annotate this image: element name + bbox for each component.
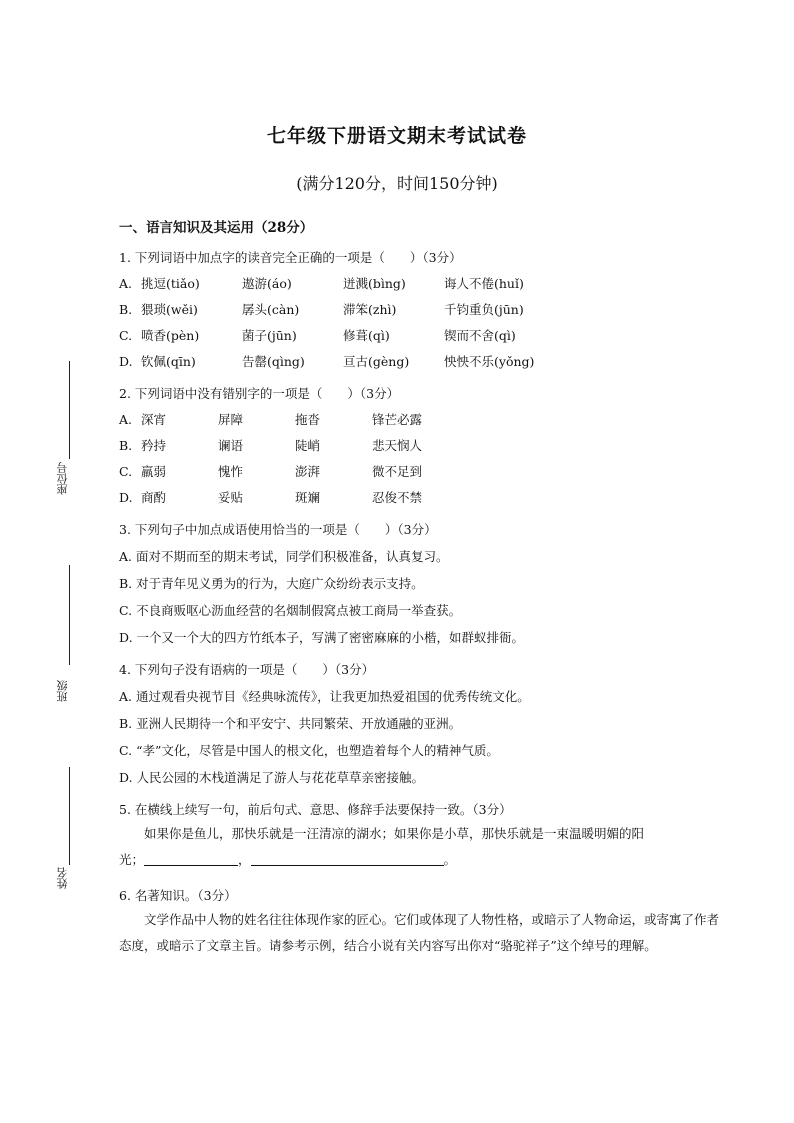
option-item: 告罄(qìng) — [242, 354, 305, 369]
q5-answer-line — [119, 847, 719, 873]
q5-passage — [119, 821, 719, 847]
option-item: 怏怏不乐(yǒng) — [444, 354, 535, 369]
question-4-stem: 4. 下列句子没有语病的一项是（ ）（3分） — [119, 662, 375, 677]
q3-option-d: D. 一个又一个大的四方竹纸本子，写满了密密麻麻的小楷，如群蚁排衙。 — [119, 630, 525, 645]
q2-option-d — [119, 489, 719, 507]
q3-option-b: B. 对于青年见义勇为的行为，大庭广众纷纷表示支持。 — [119, 576, 424, 591]
class-line — [69, 565, 70, 665]
q3-option-a: A. 面对不期而至的期末考试，同学们积极准备，认真复习。 — [119, 549, 449, 564]
seat-line — [69, 361, 70, 459]
option-item: 屏障 — [218, 412, 244, 427]
option-item: 微不足到 — [372, 464, 423, 479]
option-item: 悲天悯人 — [372, 438, 423, 453]
question-3-stem: 3. 下列句子中加点成语使用恰当的一项是（ ）（3分） — [119, 522, 437, 537]
option-item: 妥贴 — [218, 490, 244, 505]
option-label: B. — [119, 438, 133, 453]
q1-option-c — [119, 327, 719, 345]
option-item: 猥琐(wěi) — [141, 302, 198, 317]
option-item: 谰语 — [218, 438, 244, 453]
q5-text-b: 光； — [119, 852, 145, 867]
q3-option-c: C. 不良商贩呕心沥血经营的名烟制假窝点被工商局一举查获。 — [119, 603, 462, 618]
name-line — [69, 767, 70, 865]
option-item: 锋芒必露 — [372, 412, 423, 427]
option-label: D. — [119, 490, 133, 505]
option-label: C. — [119, 328, 133, 343]
exam-title: 七年级下册语文期末考试试卷 — [266, 125, 527, 147]
option-label: A. — [119, 412, 133, 427]
q5-sep: ， — [238, 852, 251, 867]
option-item: 挑逗(tiǎo) — [141, 276, 200, 291]
option-item: 羸弱 — [141, 464, 167, 479]
question-1-stem: 1. 下列词语中加点字的读音完全正确的一项是（ ）（3分） — [119, 250, 462, 265]
q4-option-a: A. 通过观看央视节目《经典咏流传》，让我更加热爱祖国的优秀传统文化。 — [119, 689, 530, 704]
q1-option-b — [119, 301, 719, 319]
option-label: D. — [119, 354, 133, 369]
option-item: 澎湃 — [295, 464, 321, 479]
option-item: 迸溅(bìng) — [343, 276, 406, 291]
option-item: 斑斓 — [295, 490, 321, 505]
q2-option-b — [119, 437, 719, 455]
option-item: 遨游(áo) — [242, 276, 292, 291]
question-5-stem: 5. 在横线上续写一句，前后句式、意思、修辞手法要保持一致。（3分） — [119, 802, 512, 817]
seat-label: 座位号 — [56, 462, 69, 495]
option-item: 修葺(qì) — [343, 328, 390, 343]
option-item: 诲人不倦(huǐ) — [444, 276, 524, 291]
option-item: 滞笨(zhì) — [343, 302, 397, 317]
option-item: 愧怍 — [218, 464, 244, 479]
option-item: 钦佩(qīn) — [141, 354, 196, 369]
option-label: C. — [119, 464, 133, 479]
q5-blank-1[interactable] — [144, 851, 238, 866]
option-item: 亘古(gèng) — [343, 354, 410, 369]
q4-option-c: C. “孝”文化，尽管是中国人的根文化，也塑造着每个人的精神气质。 — [119, 743, 499, 758]
q5-text-a: 如果你是鱼儿，那快乐就是一汪清凉的湖水；如果你是小草，那快乐就是一束温暖明媚的阳 — [144, 826, 645, 841]
option-item: 矜持 — [141, 438, 167, 453]
option-item: 千钧重负(jūn) — [444, 302, 524, 317]
name-label: 姓名 — [56, 867, 69, 889]
option-label: B. — [119, 302, 133, 317]
q4-option-d: D. 人民公园的木栈道满足了游人与花花草草亲密接触。 — [119, 770, 425, 785]
option-item: 锲而不舍(qì) — [444, 328, 516, 343]
q5-end: 。 — [443, 852, 457, 867]
q6-passage: 文学作品中人物的姓名往往体现作家的匠心。它们或体现了人物性格，或暗示了人物命运，或寄寓了作者态度，或暗示了文章主旨。请参考示例，结合小说有关内容写出你对“骆驼祥子”这个绰号的理解。 — [119, 912, 720, 953]
q1-option-a — [119, 275, 719, 293]
q5-blank-2[interactable] — [251, 851, 444, 866]
option-item: 菌子(jūn) — [242, 328, 297, 343]
q1-option-d — [119, 353, 719, 371]
exam-content — [119, 218, 719, 959]
option-item: 孱头(càn) — [242, 302, 300, 317]
q2-option-a — [119, 411, 719, 429]
option-label: A. — [119, 276, 133, 291]
q2-option-c — [119, 463, 719, 481]
option-item: 商酌 — [141, 490, 167, 505]
option-item: 陡峭 — [295, 438, 321, 453]
class-label: 班级 — [56, 680, 69, 702]
option-item: 拖沓 — [295, 412, 321, 427]
exam-subtitle: (满分120分，时间150分钟) — [296, 174, 498, 193]
question-2-stem: 2. 下列词语中没有错别字的一项是（ ）（3分） — [119, 386, 400, 401]
option-item: 喷香(pèn) — [141, 328, 200, 343]
option-item: 忍俊不禁 — [372, 490, 423, 505]
section-heading: 一、语言知识及其运用（28分） — [119, 220, 314, 236]
question-6-stem: 6. 名著知识。（3分） — [119, 888, 237, 903]
option-item: 深宵 — [141, 412, 167, 427]
q4-option-b: B. 亚洲人民期待一个和平安宁、共同繁荣、开放通融的亚洲。 — [119, 716, 462, 731]
